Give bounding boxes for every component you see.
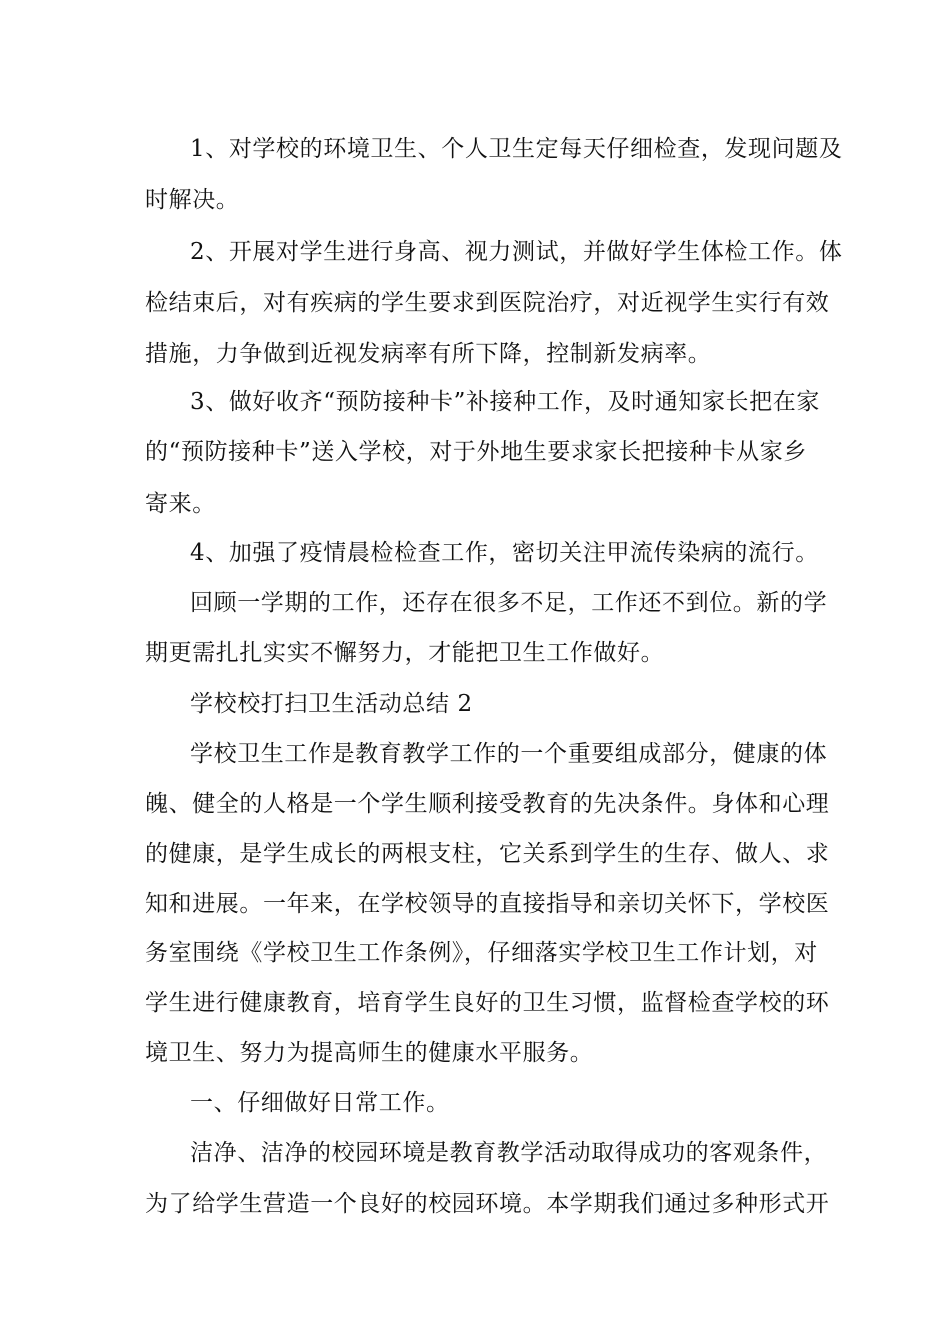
paragraph-5-line-1: 回顾一学期的工作，还存在很多不足，工作还不到位。新的学 — [190, 590, 828, 616]
paragraph-6-line-7: 境卫生、努力为提高师生的健康水平服务。 — [145, 1040, 594, 1066]
paragraph-3-line-1: 3、做好收齐“预防接种卡”补接种工作，及时通知家长把在家 — [190, 389, 820, 415]
paragraph-6-line-1: 学校卫生工作是教育教学工作的一个重要组成部分，健康的体 — [190, 741, 828, 767]
paragraph-6-line-5: 务室围绕《学校卫生工作条例》，仔细落实学校卫生工作计划，对 — [145, 940, 818, 966]
subsection-heading: 一、仔细做好日常工作。 — [190, 1090, 450, 1116]
paragraph-6-line-6: 学生进行健康教育，培育学生良好的卫生习惯，监督检查学校的环 — [145, 990, 830, 1016]
paragraph-4-line-1: 4、加强了疫情晨检检查工作，密切关注甲流传染病的流行。 — [190, 540, 819, 566]
paragraph-5-line-2: 期更需扎扎实实不懈努力，才能把卫生工作做好。 — [145, 640, 665, 666]
section-heading: 学校校打扫卫生活动总结 2 — [190, 691, 473, 717]
paragraph-3-line-3: 寄来。 — [145, 491, 216, 517]
paragraph-6-line-3: 的健康，是学生成长的两根支柱，它关系到学生的生存、做人、求 — [145, 841, 830, 867]
paragraph-2-line-1: 2、开展对学生进行身高、视力测试，并做好学生体检工作。体 — [190, 239, 843, 265]
paragraph-6-line-2: 魄、健全的人格是一个学生顺利接受教育的先决条件。身体和心理 — [145, 791, 830, 817]
paragraph-2-line-2: 检结束后，对有疾病的学生要求到医院治疗，对近视学生实行有效 — [145, 290, 830, 316]
paragraph-7-line-1: 洁净、洁净的校园环境是教育教学活动取得成功的客观条件， — [190, 1140, 828, 1166]
paragraph-2-line-3: 措施，力争做到近视发病率有所下降，控制新发病率。 — [145, 341, 712, 367]
paragraph-7-line-2: 为了给学生营造一个良好的校园环境。本学期我们通过多种形式开 — [145, 1191, 830, 1217]
paragraph-3-line-2: 的“预防接种卡”送入学校，对于外地生要求家长把接种卡从家乡 — [145, 439, 807, 465]
paragraph-1-line-1: 1、对学校的环境卫生、个人卫生定每天仔细检查，发现问题及 — [190, 136, 843, 162]
paragraph-1-line-2: 时解决。 — [145, 187, 240, 213]
paragraph-6-line-4: 知和进展。一年来，在学校领导的直接指导和亲切关怀下，学校医 — [145, 891, 830, 917]
